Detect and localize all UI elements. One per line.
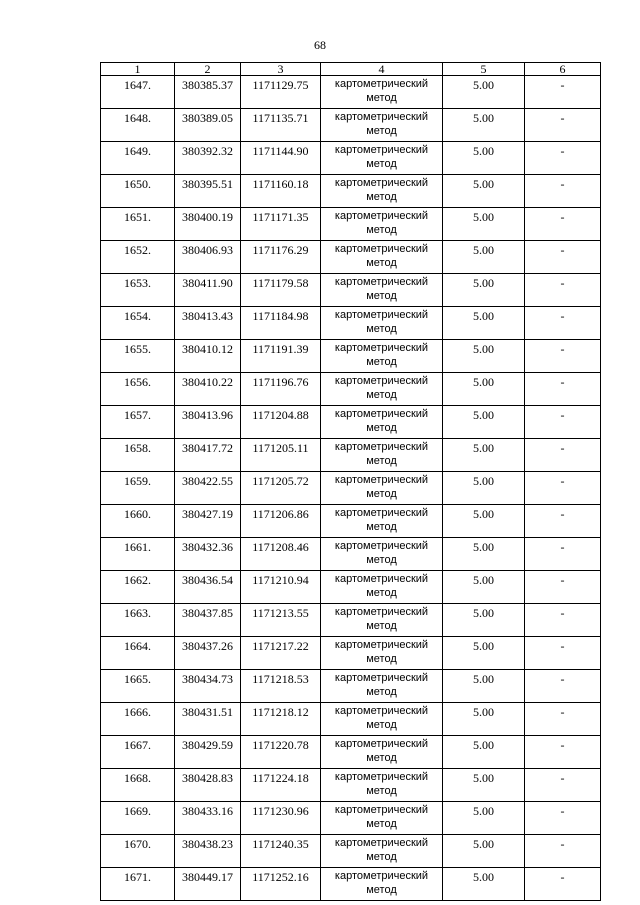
table-row <box>101 340 601 373</box>
table-row <box>101 736 601 769</box>
point-number: 1670. <box>101 835 175 868</box>
point-number: 1656. <box>101 373 175 406</box>
method-cell <box>321 142 443 175</box>
method-line-1: картометрический <box>334 342 429 354</box>
x-coordinate: 380433.16 <box>175 802 241 835</box>
y-coordinate: 1171218.12 <box>241 703 321 736</box>
note-value: - <box>525 241 601 274</box>
y-coordinate: 1171230.96 <box>241 802 321 835</box>
coordinates-table <box>100 62 601 901</box>
table-row <box>101 472 601 505</box>
method-cell <box>321 109 443 142</box>
method-line-2: метод <box>366 356 397 368</box>
method-line-2: метод <box>366 158 397 170</box>
table-row <box>101 505 601 538</box>
table-row <box>101 241 601 274</box>
method-cell <box>321 505 443 538</box>
note-value: - <box>525 670 601 703</box>
column-header-5: 5 <box>443 63 525 76</box>
point-number: 1667. <box>101 736 175 769</box>
method-cell <box>321 307 443 340</box>
note-value: - <box>525 175 601 208</box>
y-coordinate: 1171191.39 <box>241 340 321 373</box>
method-line-1: картометрический <box>334 870 429 882</box>
note-value: - <box>525 76 601 109</box>
x-coordinate: 380400.19 <box>175 208 241 241</box>
method-cell <box>321 340 443 373</box>
note-value: - <box>525 703 601 736</box>
table-row <box>101 274 601 307</box>
table-row <box>101 637 601 670</box>
method-line-2: метод <box>366 554 397 566</box>
table-row <box>101 868 601 901</box>
point-number: 1658. <box>101 439 175 472</box>
accuracy-value: 5.00 <box>443 76 525 109</box>
method-cell <box>321 274 443 307</box>
note-value: - <box>525 604 601 637</box>
column-header-6: 6 <box>525 63 601 76</box>
point-number: 1653. <box>101 274 175 307</box>
method-cell <box>321 670 443 703</box>
table-row <box>101 307 601 340</box>
accuracy-value: 5.00 <box>443 835 525 868</box>
accuracy-value: 5.00 <box>443 340 525 373</box>
method-line-2: метод <box>366 125 397 137</box>
method-cell <box>321 373 443 406</box>
note-value: - <box>525 406 601 439</box>
method-line-1: картометрический <box>334 573 429 585</box>
method-cell <box>321 76 443 109</box>
accuracy-value: 5.00 <box>443 274 525 307</box>
table-row <box>101 406 601 439</box>
method-line-1: картометрический <box>334 276 429 288</box>
note-value: - <box>525 835 601 868</box>
x-coordinate: 380434.73 <box>175 670 241 703</box>
note-value: - <box>525 736 601 769</box>
point-number: 1665. <box>101 670 175 703</box>
table-row <box>101 208 601 241</box>
x-coordinate: 380437.26 <box>175 637 241 670</box>
method-line-1: картометрический <box>334 804 429 816</box>
point-number: 1671. <box>101 868 175 901</box>
point-number: 1668. <box>101 769 175 802</box>
accuracy-value: 5.00 <box>443 439 525 472</box>
note-value: - <box>525 505 601 538</box>
y-coordinate: 1171129.75 <box>241 76 321 109</box>
note-value: - <box>525 142 601 175</box>
accuracy-value: 5.00 <box>443 604 525 637</box>
table-row <box>101 142 601 175</box>
note-value: - <box>525 538 601 571</box>
x-coordinate: 380437.85 <box>175 604 241 637</box>
method-cell <box>321 835 443 868</box>
method-line-2: метод <box>366 455 397 467</box>
method-cell <box>321 868 443 901</box>
accuracy-value: 5.00 <box>443 142 525 175</box>
point-number: 1650. <box>101 175 175 208</box>
note-value: - <box>525 637 601 670</box>
note-value: - <box>525 571 601 604</box>
note-value: - <box>525 439 601 472</box>
x-coordinate: 380438.23 <box>175 835 241 868</box>
note-value: - <box>525 109 601 142</box>
method-cell <box>321 208 443 241</box>
accuracy-value: 5.00 <box>443 472 525 505</box>
x-coordinate: 380417.72 <box>175 439 241 472</box>
accuracy-value: 5.00 <box>443 307 525 340</box>
method-line-2: метод <box>366 389 397 401</box>
note-value: - <box>525 868 601 901</box>
method-line-1: картометрический <box>334 408 429 420</box>
point-number: 1654. <box>101 307 175 340</box>
table-row <box>101 76 601 109</box>
x-coordinate: 380436.54 <box>175 571 241 604</box>
method-cell <box>321 802 443 835</box>
accuracy-value: 5.00 <box>443 736 525 769</box>
accuracy-value: 5.00 <box>443 175 525 208</box>
accuracy-value: 5.00 <box>443 637 525 670</box>
method-line-2: метод <box>366 719 397 731</box>
method-line-2: метод <box>366 422 397 434</box>
accuracy-value: 5.00 <box>443 208 525 241</box>
method-line-1: картометрический <box>334 738 429 750</box>
method-line-1: картометрический <box>334 639 429 651</box>
accuracy-value: 5.00 <box>443 241 525 274</box>
x-coordinate: 380422.55 <box>175 472 241 505</box>
method-cell <box>321 538 443 571</box>
table-row <box>101 373 601 406</box>
point-number: 1652. <box>101 241 175 274</box>
y-coordinate: 1171218.53 <box>241 670 321 703</box>
column-header-4: 4 <box>321 63 443 76</box>
y-coordinate: 1171179.58 <box>241 274 321 307</box>
method-line-1: картометрический <box>334 837 429 849</box>
table-row <box>101 802 601 835</box>
point-number: 1661. <box>101 538 175 571</box>
method-line-1: картометрический <box>334 705 429 717</box>
method-line-2: метод <box>366 191 397 203</box>
note-value: - <box>525 802 601 835</box>
y-coordinate: 1171213.55 <box>241 604 321 637</box>
method-line-2: метод <box>366 884 397 896</box>
method-line-2: метод <box>366 92 397 104</box>
method-line-2: метод <box>366 323 397 335</box>
method-line-1: картометрический <box>334 111 429 123</box>
y-coordinate: 1171210.94 <box>241 571 321 604</box>
method-cell <box>321 604 443 637</box>
note-value: - <box>525 274 601 307</box>
point-number: 1664. <box>101 637 175 670</box>
accuracy-value: 5.00 <box>443 868 525 901</box>
accuracy-value: 5.00 <box>443 538 525 571</box>
x-coordinate: 380427.19 <box>175 505 241 538</box>
note-value: - <box>525 208 601 241</box>
method-cell <box>321 769 443 802</box>
method-cell <box>321 637 443 670</box>
point-number: 1648. <box>101 109 175 142</box>
y-coordinate: 1171144.90 <box>241 142 321 175</box>
method-line-1: картометрический <box>334 309 429 321</box>
method-line-1: картометрический <box>334 540 429 552</box>
x-coordinate: 380432.36 <box>175 538 241 571</box>
method-line-1: картометрический <box>334 474 429 486</box>
x-coordinate: 380395.51 <box>175 175 241 208</box>
column-header-1: 1 <box>101 63 175 76</box>
table-row <box>101 538 601 571</box>
x-coordinate: 380449.17 <box>175 868 241 901</box>
note-value: - <box>525 373 601 406</box>
y-coordinate: 1171176.29 <box>241 241 321 274</box>
method-line-2: метод <box>366 587 397 599</box>
method-line-1: картометрический <box>334 507 429 519</box>
table-body <box>101 76 601 901</box>
y-coordinate: 1171205.72 <box>241 472 321 505</box>
y-coordinate: 1171240.35 <box>241 835 321 868</box>
note-value: - <box>525 307 601 340</box>
y-coordinate: 1171205.11 <box>241 439 321 472</box>
method-cell <box>321 736 443 769</box>
x-coordinate: 380413.43 <box>175 307 241 340</box>
point-number: 1666. <box>101 703 175 736</box>
x-coordinate: 380431.51 <box>175 703 241 736</box>
y-coordinate: 1171206.86 <box>241 505 321 538</box>
point-number: 1649. <box>101 142 175 175</box>
y-coordinate: 1171217.22 <box>241 637 321 670</box>
x-coordinate: 380410.22 <box>175 373 241 406</box>
note-value: - <box>525 472 601 505</box>
method-line-2: метод <box>366 653 397 665</box>
method-line-2: метод <box>366 488 397 500</box>
method-line-1: картометрический <box>334 210 429 222</box>
column-header-3: 3 <box>241 63 321 76</box>
table-row <box>101 175 601 208</box>
method-line-2: метод <box>366 290 397 302</box>
y-coordinate: 1171160.18 <box>241 175 321 208</box>
table-row <box>101 109 601 142</box>
method-line-2: метод <box>366 851 397 863</box>
method-line-2: метод <box>366 224 397 236</box>
x-coordinate: 380406.93 <box>175 241 241 274</box>
method-line-2: метод <box>366 785 397 797</box>
accuracy-value: 5.00 <box>443 505 525 538</box>
point-number: 1662. <box>101 571 175 604</box>
method-line-1: картометрический <box>334 771 429 783</box>
method-line-2: метод <box>366 686 397 698</box>
y-coordinate: 1171171.35 <box>241 208 321 241</box>
method-line-1: картометрический <box>334 144 429 156</box>
table-row <box>101 439 601 472</box>
x-coordinate: 380410.12 <box>175 340 241 373</box>
method-cell <box>321 175 443 208</box>
method-line-1: картометрический <box>334 177 429 189</box>
accuracy-value: 5.00 <box>443 373 525 406</box>
point-number: 1651. <box>101 208 175 241</box>
point-number: 1663. <box>101 604 175 637</box>
y-coordinate: 1171204.88 <box>241 406 321 439</box>
method-line-2: метод <box>366 521 397 533</box>
accuracy-value: 5.00 <box>443 109 525 142</box>
column-header-2: 2 <box>175 63 241 76</box>
method-line-1: картометрический <box>334 672 429 684</box>
y-coordinate: 1171224.18 <box>241 769 321 802</box>
method-cell <box>321 571 443 604</box>
method-cell <box>321 703 443 736</box>
y-coordinate: 1171135.71 <box>241 109 321 142</box>
x-coordinate: 380413.96 <box>175 406 241 439</box>
method-cell <box>321 472 443 505</box>
method-line-1: картометрический <box>334 606 429 618</box>
table-row <box>101 835 601 868</box>
accuracy-value: 5.00 <box>443 571 525 604</box>
note-value: - <box>525 340 601 373</box>
method-line-2: метод <box>366 620 397 632</box>
x-coordinate: 380411.90 <box>175 274 241 307</box>
accuracy-value: 5.00 <box>443 703 525 736</box>
x-coordinate: 380385.37 <box>175 76 241 109</box>
point-number: 1655. <box>101 340 175 373</box>
point-number: 1660. <box>101 505 175 538</box>
table-row <box>101 769 601 802</box>
method-line-2: метод <box>366 752 397 764</box>
accuracy-value: 5.00 <box>443 406 525 439</box>
x-coordinate: 380429.59 <box>175 736 241 769</box>
x-coordinate: 380428.83 <box>175 769 241 802</box>
table-row <box>101 670 601 703</box>
point-number: 1669. <box>101 802 175 835</box>
method-line-1: картометрический <box>334 375 429 387</box>
y-coordinate: 1171208.46 <box>241 538 321 571</box>
method-cell <box>321 439 443 472</box>
point-number: 1659. <box>101 472 175 505</box>
table-row <box>101 604 601 637</box>
x-coordinate: 380389.05 <box>175 109 241 142</box>
method-cell <box>321 241 443 274</box>
point-number: 1657. <box>101 406 175 439</box>
method-line-2: метод <box>366 818 397 830</box>
table-row <box>101 571 601 604</box>
accuracy-value: 5.00 <box>443 769 525 802</box>
y-coordinate: 1171196.76 <box>241 373 321 406</box>
note-value: - <box>525 769 601 802</box>
header-row <box>101 63 601 76</box>
y-coordinate: 1171252.16 <box>241 868 321 901</box>
x-coordinate: 380392.32 <box>175 142 241 175</box>
accuracy-value: 5.00 <box>443 670 525 703</box>
page-number: 68 <box>314 38 326 52</box>
table-row <box>101 703 601 736</box>
method-line-1: картометрический <box>334 441 429 453</box>
y-coordinate: 1171184.98 <box>241 307 321 340</box>
method-cell <box>321 406 443 439</box>
accuracy-value: 5.00 <box>443 802 525 835</box>
method-line-1: картометрический <box>334 78 429 90</box>
y-coordinate: 1171220.78 <box>241 736 321 769</box>
method-line-2: метод <box>366 257 397 269</box>
point-number: 1647. <box>101 76 175 109</box>
method-line-1: картометрический <box>334 243 429 255</box>
